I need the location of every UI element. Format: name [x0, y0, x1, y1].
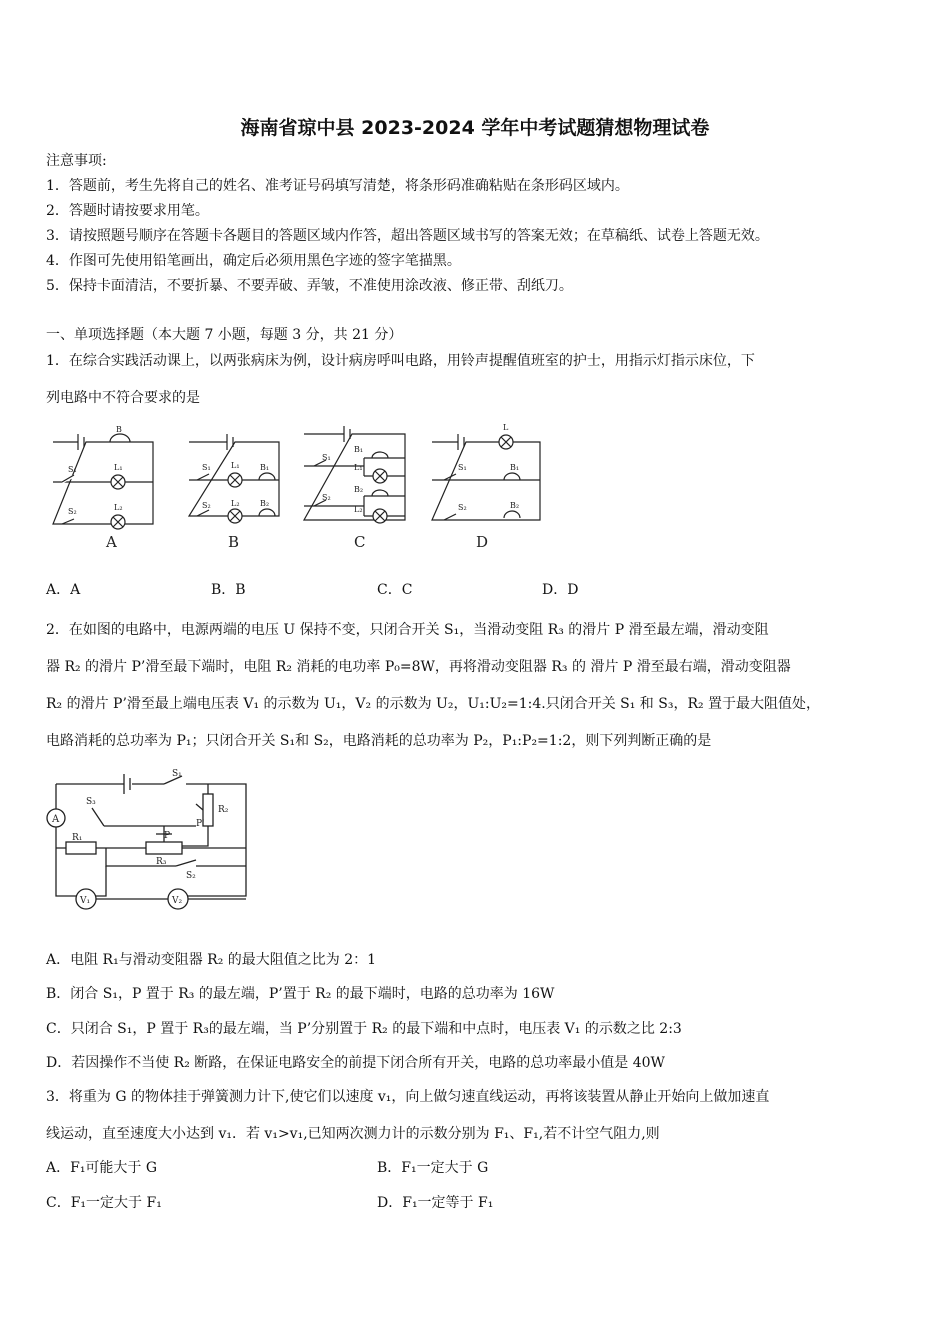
notice-item-3: 3．请按照题号顺序在答题卡各题目的答题区域内作答，超出答题区域书写的答案无效；在草稿纸、试卷上答题无效。	[46, 228, 769, 244]
notice-item-2: 2．答题时请按要求用笔。	[46, 203, 209, 219]
notice-heading: 注意事项:	[46, 153, 107, 169]
svg-text:B₂: B₂	[354, 485, 364, 494]
section-heading: 一、单项选择题（本大题 7 小题，每题 3 分，共 21 分）	[46, 327, 403, 343]
q1-option-a: A．A	[46, 582, 81, 598]
svg-text:S₁: S₁	[172, 769, 182, 779]
q3-option-d: D．F₁一定等于 F₁	[377, 1195, 494, 1211]
figure-label-c: C	[354, 533, 366, 551]
svg-text:L₂: L₂	[231, 499, 240, 508]
svg-text:V₁: V₁	[80, 896, 91, 906]
svg-text:S₁: S₁	[322, 453, 331, 462]
q2-text-line2: 器 R₂ 的滑片 P’滑至最下端时，电阻 R₂ 消耗的电功率 P₀=8W，再将滑动变阻器 R₃ 的 滑片 P 滑至最右端，滑动变阻器	[46, 659, 791, 675]
q2-option-b: B．闭合 S₁，P 置于 R₃ 的最左端，P’置于 R₂ 的最下端时，电路的总功率为 16W	[46, 986, 555, 1002]
q2-option-c: C．只闭合 S₁，P 置于 R₃的最左端，当 P’分别置于 R₂ 的最下端和中点时，电压表 V₁ 的示数之比 2:3	[46, 1021, 682, 1037]
q3-option-b: B．F₁一定大于 G	[377, 1160, 489, 1176]
svg-text:S₃: S₃	[86, 797, 96, 807]
q1-option-b: B．B	[211, 582, 246, 598]
q3-option-c: C．F₁一定大于 F₁	[46, 1195, 162, 1211]
svg-text:L₂: L₂	[114, 503, 123, 512]
notice-item-1: 1．答题前，考生先将自己的姓名、准考证号码填写清楚，将条形码准确粘贴在条形码区域内。	[46, 178, 629, 194]
circuit-d	[432, 434, 540, 520]
svg-text:L₂: L₂	[354, 505, 363, 514]
svg-text:R₃: R₃	[156, 857, 167, 867]
svg-text:S₂: S₂	[186, 871, 196, 881]
svg-text:B₂: B₂	[260, 499, 270, 508]
svg-text:A: A	[52, 814, 60, 825]
svg-text:L₁: L₁	[231, 461, 240, 470]
q2-option-d: D．若因操作不当使 R₂ 断路，在保证电路安全的前提下闭合所有开关，电路的总功率最小值是 40W	[46, 1055, 665, 1071]
svg-text:B₁: B₁	[510, 463, 520, 472]
svg-text:R₂: R₂	[218, 805, 229, 815]
q2-circuit-figure	[46, 766, 256, 916]
figure-label-a: A	[106, 533, 117, 551]
svg-text:L: L	[503, 423, 509, 432]
q3-text-line1: 3．将重为 G 的物体挂于弹簧测力计下,使它们以速度 v₁，向上做匀速直线运动，再将该装置从静止开始向上做加速直	[46, 1089, 770, 1105]
svg-text:S₂: S₂	[322, 493, 331, 502]
svg-text:V₂: V₂	[172, 896, 183, 906]
svg-text:R₁: R₁	[72, 833, 83, 843]
page-title: 海南省琼中县 2023-2024 学年中考试题猜想物理试卷	[240, 117, 710, 139]
q3-option-a: A．F₁可能大于 G	[46, 1160, 158, 1176]
svg-text:B: B	[116, 425, 122, 434]
svg-text:S₂: S₂	[458, 503, 467, 512]
q1-option-d: D．D	[542, 582, 579, 598]
svg-text:S₁: S₁	[68, 465, 77, 474]
q3-text-line2: 线运动，直至速度大小达到 v₁．若 v₁>v₁,已知两次测力计的示数分别为 F₁、F₁,若不计空气阻力,则	[46, 1126, 660, 1142]
q1-option-c: C．C	[377, 582, 413, 598]
q2-text-line3: R₂ 的滑片 P’滑至最上端电压表 V₁ 的示数为 U₁，V₂ 的示数为 U₂，U₁:U₂=1:4.只闭合开关 S₁ 和 S₃，R₂ 置于最大阻值处，	[46, 696, 821, 712]
q2-text-line1: 2．在如图的电路中，电源两端的电压 U 保持不变，只闭合开关 S₁，当滑动变阻 R₃ 的滑片 P 滑至最左端，滑动变阻	[46, 622, 769, 638]
q1-text-line2: 列电路中不符合要求的是	[46, 390, 200, 406]
svg-text:S₂: S₂	[68, 507, 77, 516]
svg-text:S₂: S₂	[202, 501, 211, 510]
svg-text:L₁: L₁	[354, 463, 363, 472]
figure-label-d: D	[476, 533, 489, 551]
svg-text:P': P'	[196, 819, 205, 829]
q2-option-a: A．电阻 R₁与滑动变阻器 R₂ 的最大阻值之比为 2：1	[46, 952, 377, 968]
q2-text-line4: 电路消耗的总功率为 P₁；只闭合开关 S₁和 S₂，电路消耗的总功率为 P₂，P₁:P₂=1:2，则下列判断正确的是	[46, 733, 712, 749]
svg-text:B₁: B₁	[354, 445, 364, 454]
notice-item-5: 5．保持卡面清洁，不要折暴、不要弄破、弄皱，不准使用涂改液、修正带、刮纸刀。	[46, 278, 573, 294]
q1-text-line1: 1．在综合实践活动课上，以两张病床为例，设计病房呼叫电路，用铃声提醒值班室的护士，用指示灯指示床位，下	[46, 353, 755, 369]
svg-text:B₁: B₁	[260, 463, 270, 472]
figure-label-b: B	[228, 533, 240, 551]
q1-circuit-figures	[48, 422, 908, 552]
notice-item-4: 4．作图可先使用铅笔画出，确定后必须用黑色字迹的签字笔描黑。	[46, 253, 461, 269]
svg-text:S₁: S₁	[458, 463, 467, 472]
svg-text:B₂: B₂	[510, 501, 520, 510]
svg-text:L₁: L₁	[114, 463, 123, 472]
svg-text:P: P	[164, 831, 171, 841]
svg-text:S₁: S₁	[202, 463, 211, 472]
